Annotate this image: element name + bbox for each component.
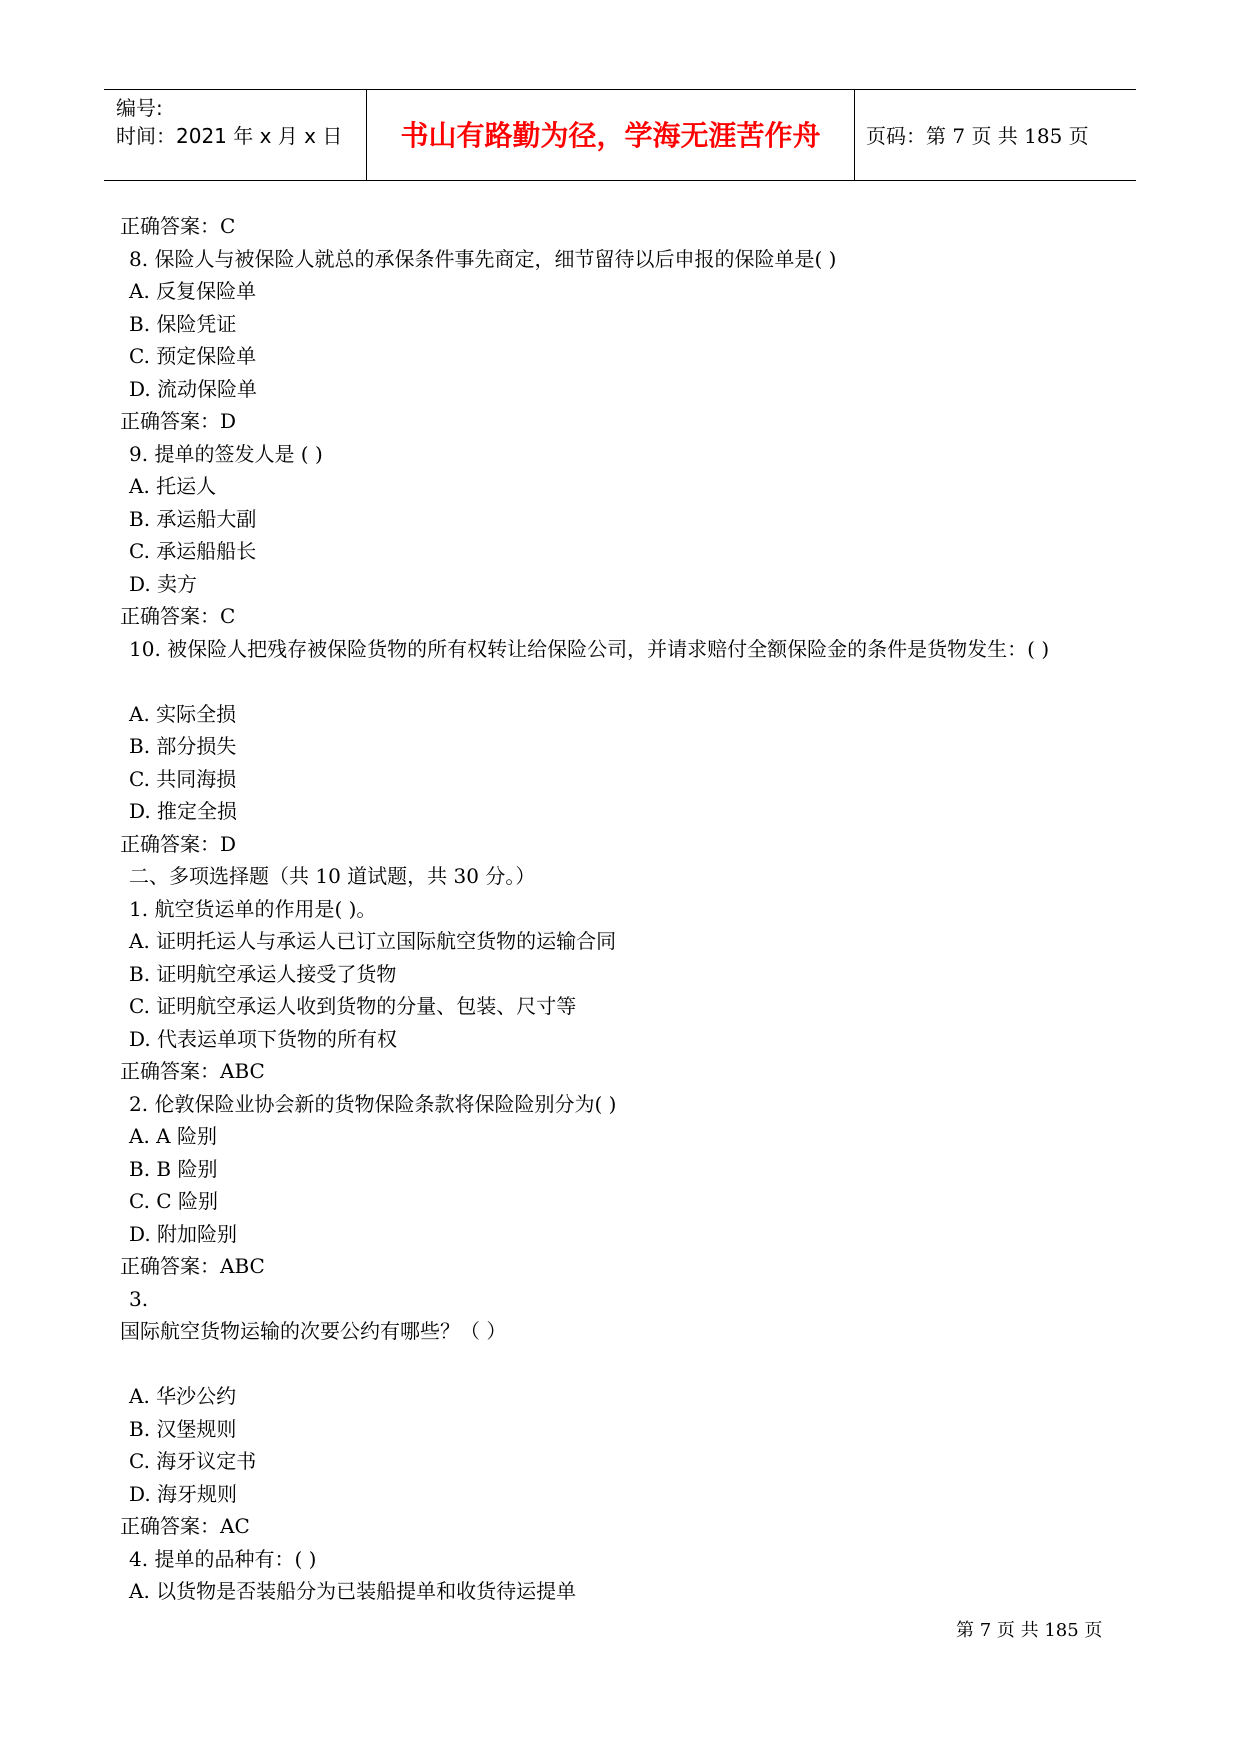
question-line: 2. 伦敦保险业协会新的货物保险条款将保险险别分为( ): [129, 1091, 617, 1116]
header-time-label: 时间：2021 年 x 月 x 日: [116, 124, 343, 148]
question-line: 4. 提单的品种有：( ): [129, 1546, 317, 1571]
option-line: D. 代表运单项下货物的所有权: [129, 1026, 398, 1051]
header-meta: [116, 94, 342, 150]
question-line: 1. 航空货运单的作用是( )。: [129, 896, 377, 921]
option-line: A. 实际全损: [129, 701, 237, 726]
option-line: A. 以货物是否装船分为已装船提单和收货待运提单: [129, 1579, 577, 1603]
answer-line: 正确答案：C: [120, 604, 236, 628]
option-line: C. 承运船船长: [129, 539, 257, 563]
text-line: 国际航空货物运输的次要公约有哪些？（ ）: [120, 1319, 507, 1343]
option-line: B. 承运船大副: [129, 506, 257, 531]
option-line: D. 推定全损: [129, 799, 238, 823]
answer-line: 正确答案：C: [120, 214, 236, 238]
question-line: 3.: [129, 1286, 149, 1311]
option-line: D. 附加险别: [129, 1221, 238, 1246]
option-line: C. 证明航空承运人收到货物的分量、包装、尺寸等: [129, 994, 577, 1018]
option-line: C. 共同海损: [129, 766, 237, 791]
option-line: C. 预定保险单: [129, 344, 257, 368]
option-line: B. 部分损失: [129, 734, 237, 758]
option-line: C. 海牙议定书: [129, 1449, 257, 1473]
document-body: [120, 210, 1130, 1608]
option-line: D. 卖方: [129, 571, 198, 596]
option-line: B. B 险别: [129, 1156, 218, 1181]
answer-line: 正确答案：ABC: [120, 1059, 265, 1083]
option-line: A. A 险别: [129, 1124, 217, 1148]
option-line: B. 证明航空承运人接受了货物: [129, 961, 397, 986]
answer-line: 正确答案：AC: [120, 1514, 250, 1538]
question-line: 9. 提单的签发人是 ( ): [129, 441, 323, 466]
option-line: D. 海牙规则: [129, 1481, 238, 1506]
section-heading: 二、多项选择题（共 10 道试题，共 30 分。）: [129, 864, 536, 888]
option-line: A. 华沙公约: [129, 1384, 237, 1408]
header-divider: [854, 90, 855, 180]
option-line: B. 保险凭证: [129, 311, 237, 336]
answer-line: 正确答案：D: [120, 409, 237, 433]
question-line: 10. 被保险人把残存被保险货物的所有权转让给保险公司，并请求赔付全额保险金的条件是货物发生：( ): [129, 636, 1050, 661]
question-line: 8. 保险人与被保险人就总的承保条件事先商定，细节留待以后申报的保险单是( ): [129, 246, 837, 271]
page-header: [104, 89, 1136, 181]
header-motto: 书山有路勤为径，学海无涯苦作舟: [400, 119, 821, 152]
blank-line: [120, 1348, 1130, 1381]
answer-line: 正确答案：ABC: [120, 1254, 265, 1278]
option-line: A. 托运人: [129, 474, 217, 498]
header-number-label: 编号:: [116, 96, 163, 120]
option-line: B. 汉堡规则: [129, 1416, 237, 1441]
option-line: C. C 险别: [129, 1189, 218, 1213]
answer-line: 正确答案：D: [120, 831, 237, 856]
option-line: D. 流动保险单: [129, 376, 258, 401]
page-footer: 第 7 页 共 185 页: [956, 1620, 1103, 1641]
header-page-label: 页码：第 7 页 共 185 页: [866, 124, 1089, 148]
option-line: A. 证明托运人与承运人已订立国际航空货物的运输合同: [129, 929, 617, 953]
option-line: A. 反复保险单: [129, 279, 257, 303]
